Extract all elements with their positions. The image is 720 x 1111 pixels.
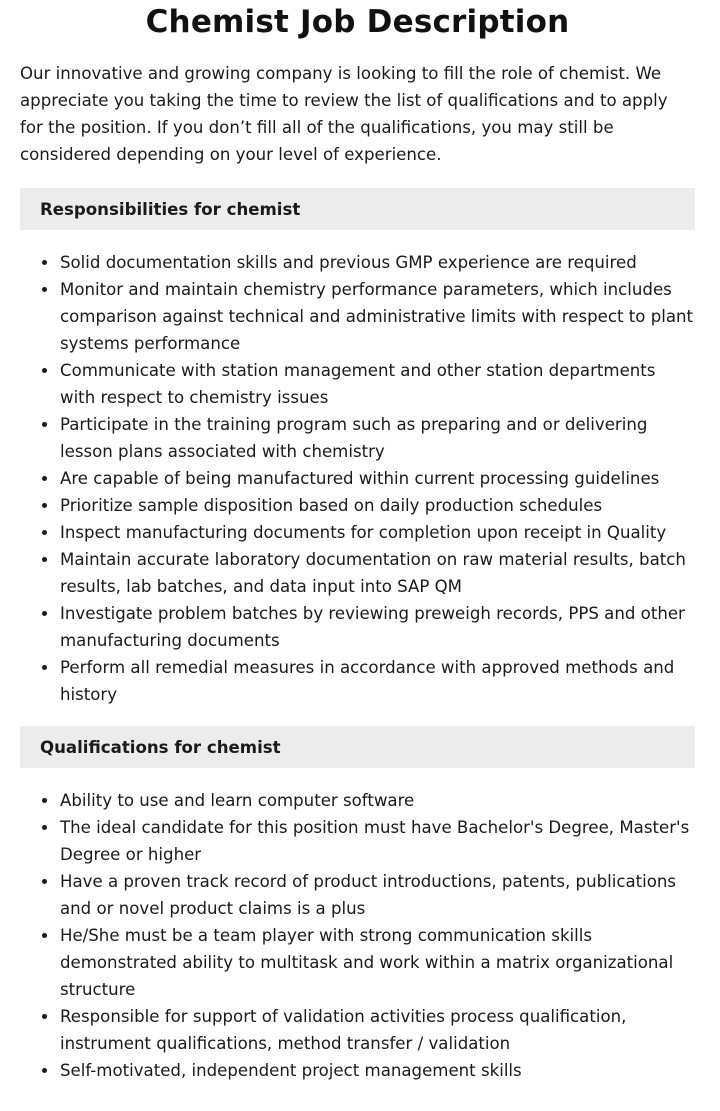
list-item-text: Maintain accurate laboratory documentation on raw material results, batch results, lab batches, and data input into SAP QM [60,550,686,596]
list-item [20,654,695,708]
intro-paragraph: Our innovative and growing company is looking to fill the role of chemist. We appreciate you taking the time to review the list of qualifications and to apply for the position. If you don’t fill all of the qualifications, you may still be considered depending on your level of experience. [20,64,668,164]
bullet-icon [42,1014,47,1019]
list-item-text: Are capable of being manufactured within current processing guidelines [60,469,660,488]
bullet-icon [42,260,47,265]
list-item [20,357,695,411]
responsibilities-section-header [20,188,695,230]
list-item-text: Ability to use and learn computer software [60,791,415,810]
responsibilities-list [20,249,695,708]
qualifications-section-header [20,726,695,768]
list-item [20,546,695,600]
bullet-icon [42,530,47,535]
list-item-text: Monitor and maintain chemistry performance parameters, which includes comparison against technical and administrative limits with respect to plant systems performance [60,280,694,353]
bullet-icon [42,503,47,508]
bullet-icon [42,933,47,938]
bullet-icon [42,1068,47,1073]
qualifications-list [20,787,695,1084]
list-item-text: Responsible for support of validation activities process qualification, instrument qualifications, method transfer / validation [60,1007,627,1053]
list-item-text: Inspect manufacturing documents for completion upon receipt in Quality [60,523,667,542]
bullet-icon [42,825,47,830]
list-item-text: Prioritize sample disposition based on daily production schedules [60,496,603,515]
list-item-text: Investigate problem batches by reviewing preweigh records, PPS and other manufacturing documents [60,604,685,650]
list-item-text: Participate in the training program such as preparing and or delivering lesson plans associated with chemistry [60,415,648,461]
list-item [20,868,695,922]
list-item [20,1003,695,1057]
list-item-text: Self-motivated, independent project management skills [60,1061,522,1080]
list-item-text: Solid documentation skills and previous GMP experience are required [60,253,637,272]
page-title: Chemist Job Description [145,4,570,40]
bullet-icon [42,557,47,562]
list-item [20,787,695,814]
bullet-icon [42,798,47,803]
list-item-text: The ideal candidate for this position must have Bachelor's Degree, Master's Degree or higher [60,818,690,864]
list-item [20,411,695,465]
list-item-text: Communicate with station management and other station departments with respect to chemistry issues [60,361,656,407]
list-item [20,276,695,357]
bullet-icon [42,476,47,481]
list-item-text: Have a proven track record of product introductions, patents, publications and or novel product claims is a plus [60,872,677,918]
list-item [20,465,695,492]
list-item [20,1057,695,1084]
bullet-icon [42,368,47,373]
list-item [20,922,695,1003]
list-item-text: Perform all remedial measures in accordance with approved methods and history [60,658,675,704]
list-item-text: He/She must be a team player with strong communication skills demonstrated ability to multitask and work within a matrix organizational structure [60,926,674,999]
responsibilities-heading: Responsibilities for chemist [40,199,301,219]
qualifications-heading: Qualifications for chemist [40,737,281,757]
bullet-icon [42,287,47,292]
list-item [20,519,695,546]
list-item [20,249,695,276]
bullet-icon [42,879,47,884]
list-item [20,814,695,868]
bullet-icon [42,665,47,670]
list-item [20,600,695,654]
bullet-icon [42,611,47,616]
bullet-icon [42,422,47,427]
list-item [20,492,695,519]
